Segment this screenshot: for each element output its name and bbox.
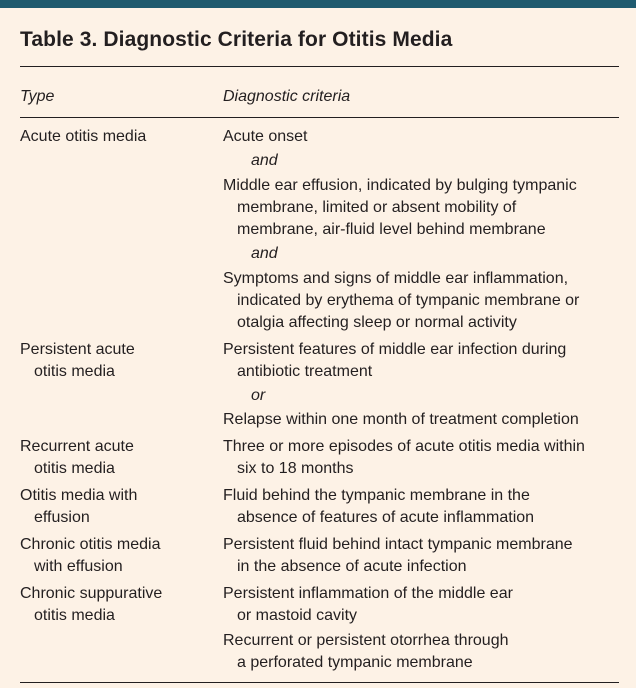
row-5-type: Chronic suppurative otitis media [20,585,163,624]
row-0-conjunction-1: and [251,245,278,262]
row-0-criterion-1: Middle ear effusion, indicated by bulging tympanic membrane, limited or absent mobility of membrane, air-fluid level behind membrane [223,177,577,238]
bottom-rule [20,682,619,683]
title-rule [20,66,619,67]
row-0-type: Acute otitis media [20,128,147,145]
table-title: Table 3. Diagnostic Criteria for Otitis Media [20,28,453,51]
row-2-type: Recurrent acute otitis media [20,438,134,477]
row-3-type: Otitis media with effusion [20,487,138,526]
row-1-conjunction-0: or [251,387,266,404]
row-0-criterion-2: Symptoms and signs of middle ear inflammation, indicated by erythema of tympanic membrane or otalgia affecting sleep or normal activity [223,270,580,331]
header-rule [20,117,619,118]
row-4-criterion-0: Persistent fluid behind intact tympanic membrane in the absence of acute infection [223,536,573,575]
header-type: Type [20,88,55,105]
row-3-criterion-0: Fluid behind the tympanic membrane in the absence of features of acute inflammation [223,487,535,526]
row-0-criterion-0: Acute onset [223,128,308,145]
row-5-criterion-0: Persistent inflammation of the middle ear or mastoid cavity [223,585,513,624]
row-1-criterion-0: Persistent features of middle ear infection during antibiotic treatment [223,341,567,380]
row-1-type: Persistent acute otitis media [20,341,135,380]
row-5-criterion-1: Recurrent or persistent otorrhea through a perforated tympanic membrane [223,632,509,671]
row-4-type: Chronic otitis media with effusion [20,536,161,575]
top-accent-bar [0,0,636,8]
row-0-conjunction-0: and [251,152,278,169]
header-criteria: Diagnostic criteria [223,88,351,105]
row-2-criterion-0: Three or more episodes of acute otitis media within six to 18 months [223,438,585,477]
row-1-criterion-1: Relapse within one month of treatment completion [223,411,579,428]
